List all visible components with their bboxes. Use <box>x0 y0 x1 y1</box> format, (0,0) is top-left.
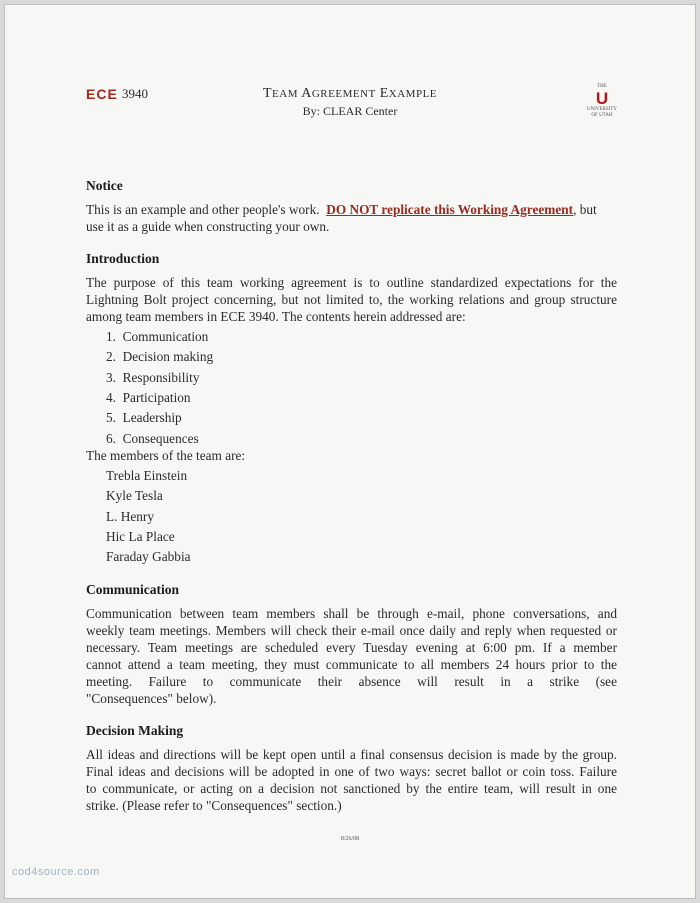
notice-heading: Notice <box>86 178 123 193</box>
list-item: 2. Decision making <box>106 349 214 364</box>
decision-making-heading: Decision Making <box>86 723 184 738</box>
introduction-line: among team members in ECE 3940. The contents herein addressed are: <box>86 309 466 324</box>
member-name: Hic La Place <box>106 529 175 544</box>
decision-making-line: Final ideas and decisions will be adopted in one of two ways: secret ballot or coin toss. Failure <box>86 764 617 779</box>
members-intro: The members of the team are: <box>86 448 246 463</box>
communication-line: meeting. Failure to communicate their absence will result in a strike (see <box>86 674 617 689</box>
list-item: 4. Participation <box>106 390 191 405</box>
communication-line: Communication between team members shall be through e-mail, phone conversations, and <box>86 606 617 621</box>
list-item: 6. Consequences <box>106 431 199 446</box>
source-watermark: cod4source.com <box>12 866 100 878</box>
communication-line: cannot attend a team meeting, they must communicate to all members 24 hours prior to the <box>86 657 617 672</box>
notice-warning: DO NOT replicate this Working Agreement <box>326 202 574 217</box>
university-logo: THE U UNIVERSITY OF UTAH <box>587 84 617 118</box>
introduction-heading: Introduction <box>86 251 160 266</box>
course-number: 3940 <box>122 86 148 101</box>
introduction-line: Lightning Bolt project concerning, but not limited to, the working relations and group structure <box>86 292 617 307</box>
footer-date: 8/26/08 <box>340 836 360 842</box>
list-item: 5. Leadership <box>106 410 182 425</box>
introduction-line: The purpose of this team working agreement is to outline standardized expectations for the <box>86 275 617 290</box>
member-name: Faraday Gabbia <box>106 549 191 564</box>
notice-line-2: use it as a guide when constructing your own. <box>86 219 330 234</box>
member-name: Trebla Einstein <box>106 468 188 483</box>
member-name: L. Henry <box>106 509 154 524</box>
byline: By: CLEAR Center <box>302 104 398 118</box>
decision-making-line: All ideas and directions will be kept open until a final consensus decision is made by the group. <box>86 747 617 762</box>
decision-making-line: strike. (Please refer to "Consequences" section.) <box>86 798 342 813</box>
ece-logo: ECE <box>86 86 118 102</box>
list-item: 3. Responsibility <box>106 370 200 385</box>
member-name: Kyle Tesla <box>106 488 163 503</box>
communication-line: weekly team meetings. Members will check their e-mail once daily and reply when requested or <box>86 623 617 638</box>
communication-heading: Communication <box>86 582 180 597</box>
notice-line-1: This is an example and other people's work. DO NOT replicate this Working Agreement, but <box>86 202 597 217</box>
decision-making-line: to communicate, or acting on a decision not sanctioned by the entire team, will result in one <box>86 781 617 796</box>
communication-line: "Consequences" below). <box>86 691 217 706</box>
list-item: 1. Communication <box>106 329 209 344</box>
document-title: TEAM AGREEMENT EXAMPLE <box>262 86 438 101</box>
communication-line: necessary. Team meetings are scheduled every Tuesday evening at 6:00 pm. If a member <box>86 640 617 655</box>
